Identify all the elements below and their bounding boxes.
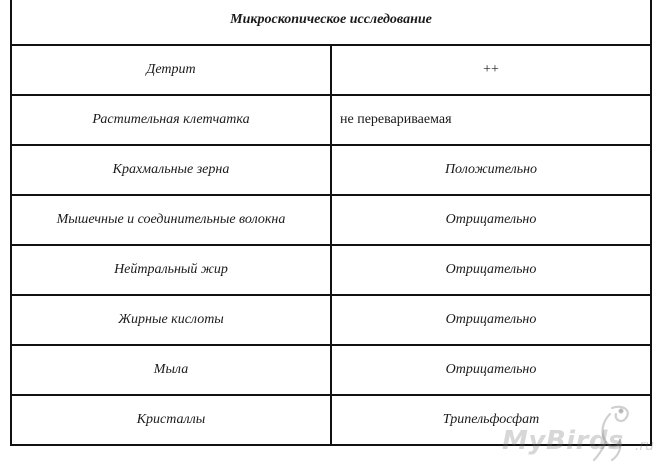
- row-value: Отрицательно: [331, 245, 651, 295]
- table-row: [11, 195, 651, 245]
- row-label: Мыла: [11, 345, 331, 395]
- row-label: Крахмальные зерна: [11, 145, 331, 195]
- row-value: Отрицательно: [331, 195, 651, 245]
- table-row: [11, 145, 651, 195]
- table-title: Микроскопическое исследование: [11, 0, 651, 45]
- row-label: Нейтральный жир: [11, 245, 331, 295]
- table-row: [11, 395, 651, 445]
- row-label: Жирные кислоты: [11, 295, 331, 345]
- row-label: Мышечные и соединительные волокна: [11, 195, 331, 245]
- row-value: Отрицательно: [331, 345, 651, 395]
- table-row: [11, 45, 651, 95]
- row-value: Отрицательно: [331, 295, 651, 345]
- row-value: Положительно: [331, 145, 651, 195]
- row-value: Трипельфосфат: [331, 395, 651, 445]
- row-value: ++: [331, 45, 651, 95]
- table-row: [11, 245, 651, 295]
- table-row: [11, 295, 651, 345]
- watermark-suffix: .ru: [634, 438, 654, 454]
- watermark-text: MyBirds: [502, 426, 624, 456]
- row-label: Кристаллы: [11, 395, 331, 445]
- table-title-row: [11, 0, 651, 45]
- row-value: не перевариваемая: [331, 95, 651, 145]
- microscopic-exam-table: [10, 0, 652, 446]
- row-label: Растительная клетчатка: [11, 95, 331, 145]
- table-row: [11, 345, 651, 395]
- row-label: Детрит: [11, 45, 331, 95]
- table-row: [11, 95, 651, 145]
